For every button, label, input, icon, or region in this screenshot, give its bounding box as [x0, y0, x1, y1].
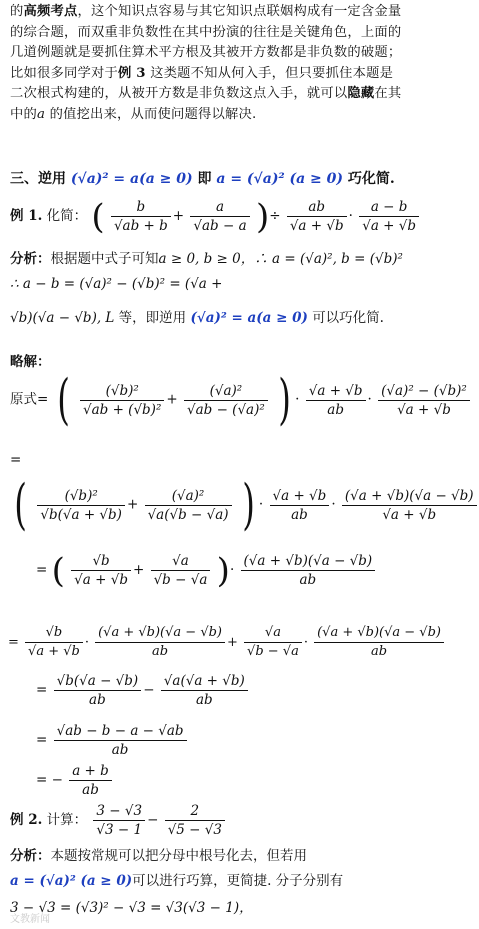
section-heading — [10, 168, 395, 188]
solution-step-7: = − $\frac{a + b}{ab}$ — [36, 762, 114, 799]
intro-text: 的值挖出来，从而使问题得以解决. — [45, 106, 257, 122]
intro-text: 的 — [10, 4, 24, 19]
example-2-label: 例 2. — [10, 812, 43, 828]
intro-highlight: 高频考点 — [23, 4, 78, 19]
intro-variable: a — [37, 106, 46, 122]
section-heading-formula-2: a = (√a)² (a ≥ 0) — [216, 171, 343, 187]
intro-text: 这类题不知从何入手，但只要抓住本题是二次根式构建的，从被开方数是非负数这点入手，就可以 — [10, 65, 394, 101]
analysis-1-text: 根据题中式子可知 — [50, 251, 159, 267]
analysis-2-line-2 — [10, 869, 343, 889]
intro-highlight-hidden: 隐藏 — [347, 86, 375, 101]
analysis-2-text: 本题按常规可以把分母中根号化去，但若用 — [50, 848, 307, 864]
watermark: 文教新闻 — [10, 914, 50, 925]
intro-example-ref: 例 3 — [117, 65, 146, 81]
example-1-prompt: 化简： — [46, 208, 88, 224]
example-1-fraction-a: $\frac{b}{√ab + b}$ — [111, 198, 171, 235]
analysis-1-line-1 — [10, 247, 403, 267]
solution-step-2: ( $\frac{\text{(√b)²}}{√b(√a + √b)}$ + $\frac{\text{(√a)²}}{√a(√b - √a)}$ ) · $\frac{√a + √b}{ab}$ · $\frac{(√a + √b)(√a - √b)}{√a + √b}$ — [10, 478, 479, 534]
example-1-label: 例 1. — [10, 208, 43, 224]
intro-paragraph — [10, 2, 404, 125]
solution-step-6: = $\frac{√ab - b - a - √ab}{ab}$ — [36, 722, 189, 759]
analysis-1-formula-highlight: (√a)² = a(a ≥ 0) — [190, 310, 308, 326]
analysis-1-line-3 — [10, 306, 384, 326]
intro-text: ，这个知识点容易与其它知识点联姻构成有一定含金量的综合题，而双重非负数性在其中扮演的往往是关键角色，上面的几道例题就是要抓住算术平方根及其被开方数都是非负数的破题；比如很多同学对于 — [10, 4, 402, 81]
example-1-fraction-c: $\frac{ab}{√a + √b}$ — [287, 198, 347, 235]
solution-step-1: 原式= ( $\frac{\text{(√b)²}}{\text{√ab + (√b)²}}$ + $\frac{\text{(√a)²}}{\text{√ab − (√a)²}}$ ) · $\frac{√a + √b}{ab}$ · $\frac{\text{(√a)² − (√b)²}}{√a + √b}$ — [10, 373, 472, 429]
solution-equals: = — [10, 452, 22, 468]
intro-text: 在其中的 — [10, 86, 402, 122]
analysis-2-line-1 — [10, 844, 307, 864]
analysis-2-formula: a = (√a)² (a ≥ 0) — [10, 873, 133, 889]
analysis-1-line-2: ∴ a − b = (√a)² − (√b)² = (√a + — [10, 276, 223, 292]
analysis-1-formula: ，∴ a = (√a)², b = (√b)² — [240, 251, 403, 267]
example-1: 例 1. 化简： ( $\frac{b}{√ab + b}$ + $\frac{a}{√ab - a}$ )÷ $\frac{ab}{√a + √b}$ · $\frac{a - b}{√a + √b}$ — [10, 198, 421, 235]
analysis-2-text: 可以进行巧算，更简捷. 分子分别有 — [132, 873, 344, 889]
analysis-2-label: 分析： — [10, 848, 51, 864]
section-heading-formula: (√a)² = a(a ≥ 0) — [70, 171, 193, 187]
example-2: 例 2. 计算： $\frac{3 - √3}{√3 - 1}$ − $\frac{2}{√5 - √3}$ — [10, 802, 227, 839]
analysis-1-factored: √b)(√a − √b), L — [10, 310, 115, 326]
analysis-1-text-tail: 可以巧化简. — [312, 310, 384, 326]
section-heading-tail: 巧化简. — [347, 171, 395, 187]
solution-step-5: = $\frac{√b(√a - √b)}{ab}$ − $\frac{√a(√a + √b)}{ab}$ — [36, 672, 250, 709]
example-2-prompt: 计算： — [46, 812, 88, 828]
section-heading-label: 三、逆用 — [10, 171, 66, 187]
solution-label: 略解： — [10, 354, 51, 370]
example-1-fraction-b: $\frac{a}{√ab - a}$ — [190, 198, 249, 235]
solution-step-3: = ( $\frac{√b}{√a + √b}$ + $\frac{√a}{√b - √a}$ )· $\frac{(√a + √b)(√a - √b)}{ab}$ — [36, 552, 377, 602]
section-heading-connector: 即 — [197, 171, 212, 187]
solution-original-label: 原式= — [10, 391, 49, 408]
example-1-fraction-d: $\frac{a - b}{√a + √b}$ — [359, 198, 419, 235]
solution-step-4: = $\frac{√b}{√a + √b}$ · $\frac{(√a + √b)(√a - √b)}{ab}$ + $\frac{√a}{√b - √a}$ · $\frac{(√a + √b)(√a - √b)}{ab}$ — [8, 624, 446, 661]
analysis-1-text: 等，即逆用 — [114, 310, 187, 326]
analysis-1-label: 分析： — [10, 251, 51, 267]
analysis-2-line-3: 3 − √3 = (√3)² − √3 = √3(√3 − 1)， — [10, 900, 253, 916]
analysis-1-condition: a ≥ 0, b ≥ 0 — [158, 251, 241, 267]
